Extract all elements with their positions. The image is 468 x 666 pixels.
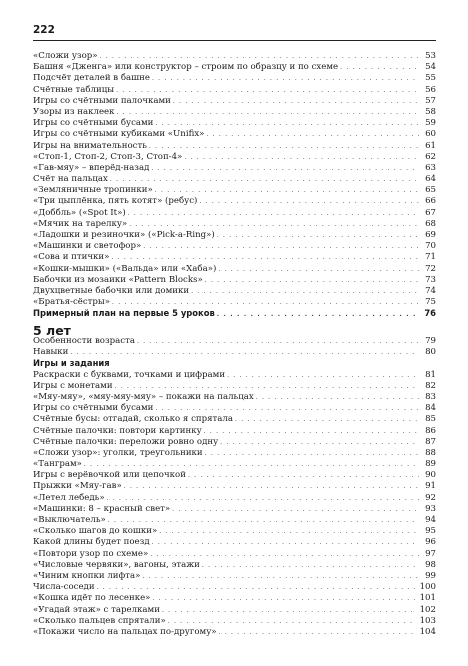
toc-entry-title: «Кошки-мышки» («Вальда» или «Хаба») — [33, 263, 217, 274]
toc-entry-page: 56 — [425, 84, 436, 95]
header-rule — [33, 40, 436, 41]
toc-entry-title: Узоры из наклеек — [33, 106, 115, 117]
toc-entry-title: Счётные таблицы — [33, 84, 115, 95]
toc-entry-page: 98 — [425, 559, 436, 570]
toc-leader-dots — [168, 616, 417, 627]
toc-entry — [33, 515, 436, 526]
toc-leader-dots — [129, 219, 419, 230]
toc-leader-dots — [97, 582, 417, 593]
toc-entry-page: 86 — [425, 425, 436, 436]
toc-entry — [33, 163, 436, 174]
toc-entry-title: Счёт на пальцах — [33, 174, 108, 185]
toc-entry — [33, 107, 436, 118]
toc-entry-page: 54 — [425, 62, 436, 73]
toc-entry-page: 91 — [425, 481, 436, 492]
toc-entry-page: 66 — [425, 196, 436, 207]
toc-entry-title: Счётные бусы: отгадай, сколько я спрятала — [33, 414, 234, 425]
toc-entry — [33, 403, 436, 414]
toc-entry-title: Игры со счётными бусами — [33, 403, 154, 414]
toc-entry — [33, 593, 436, 604]
toc-entry-title: Игры со счётными кубиками «Unifix» — [33, 129, 205, 140]
toc-entry-title: Примерный план на первые 5 уроков — [33, 308, 215, 319]
toc-entry — [33, 129, 436, 140]
toc-entry-title: Игры с верёвочкой или цепочкой — [33, 470, 186, 481]
toc-entry — [33, 219, 436, 230]
toc-leader-dots — [155, 403, 419, 414]
toc-leader-dots — [128, 208, 419, 219]
toc-leader-dots — [150, 549, 419, 560]
toc-entry-page: 63 — [425, 162, 436, 173]
toc-entry — [33, 437, 436, 448]
toc-leader-dots — [202, 560, 419, 571]
toc-leader-dots — [340, 62, 419, 73]
page-number: 222 — [33, 24, 55, 36]
toc-entry-title: Навыки — [33, 347, 69, 358]
toc-entry-title: Башня «Дженга» или конструктор – строим по образцу и по схеме — [33, 62, 339, 73]
toc-entry-page: 85 — [425, 414, 436, 425]
toc-leader-dots — [107, 493, 419, 504]
toc-entry-page: 71 — [425, 252, 436, 263]
toc-entry-page: 92 — [425, 492, 436, 503]
toc-leader-dots — [217, 230, 419, 241]
toc-entry — [33, 549, 436, 560]
toc-entry-page: 83 — [425, 391, 436, 402]
toc-leader-dots — [115, 381, 419, 392]
toc-leader-dots — [227, 370, 419, 381]
toc-entry-page: 76 — [424, 308, 436, 319]
toc-entry-page: 61 — [425, 140, 436, 151]
toc-entry — [33, 448, 436, 459]
toc-entry-page: 62 — [425, 151, 436, 162]
toc-entry — [33, 252, 436, 263]
toc-leader-dots — [100, 51, 419, 62]
toc-entry-page: 65 — [425, 185, 436, 196]
toc-entry-page: 73 — [425, 274, 436, 285]
toc-entry — [33, 96, 436, 107]
toc-entry — [33, 358, 436, 369]
toc-entry-page: 95 — [425, 526, 436, 537]
toc-entry — [33, 481, 436, 492]
toc-entry — [33, 241, 436, 252]
toc-entry-page: 67 — [425, 207, 436, 218]
toc-entry-page: 87 — [425, 436, 436, 447]
toc-entry-title: Игры на внимательность — [33, 140, 147, 151]
toc-leader-dots — [235, 414, 419, 425]
toc-entry-title: Счётные палочки: переложи ровно одну — [33, 436, 219, 447]
toc-entry — [33, 426, 436, 437]
toc-entry-page: 53 — [425, 51, 436, 61]
toc-entry-page: 97 — [425, 548, 436, 559]
toc-entry-page: 96 — [425, 537, 436, 548]
toc-entry-title: «Мячик на тарелку» — [33, 218, 128, 229]
toc-leader-dots — [152, 537, 419, 548]
toc-leader-dots — [70, 347, 419, 358]
toc-leader-dots — [184, 152, 419, 163]
toc-entry — [33, 560, 436, 571]
toc-entry-title: Бабочки из мозаики «Pattern Blocks» — [33, 274, 203, 285]
toc-list-part1 — [33, 51, 436, 320]
toc-entry — [33, 336, 436, 347]
toc-entry — [33, 571, 436, 582]
toc-leader-dots — [205, 275, 419, 286]
toc-entry-title: «Выключатель» — [33, 515, 106, 525]
toc-entry-title: «Гав-мяу» – вперёд-назад — [33, 162, 150, 173]
toc-entry-title: «Машинки и светофор» — [33, 241, 142, 252]
toc-entry-page: 74 — [425, 285, 436, 296]
toc-entry — [33, 264, 436, 275]
toc-leader-dots — [112, 297, 419, 308]
toc-entry — [33, 392, 436, 403]
toc-entry — [33, 504, 436, 515]
toc-leader-dots — [173, 96, 419, 107]
toc-leader-dots — [256, 392, 419, 403]
toc-leader-dots — [204, 426, 419, 437]
toc-leader-dots — [143, 241, 419, 252]
toc-entry — [33, 616, 436, 627]
toc-entry-title: «Танграм» — [33, 459, 82, 470]
toc-leader-dots — [220, 437, 419, 448]
toc-entry-title: «Сова и птички» — [33, 252, 110, 263]
toc-leader-dots — [172, 504, 419, 515]
toc-leader-dots — [162, 605, 417, 616]
toc-leader-dots — [155, 118, 419, 129]
toc-entry-page: 82 — [425, 380, 436, 391]
toc-entry-page: 75 — [425, 297, 436, 308]
toc-entry-page: 59 — [425, 118, 436, 129]
toc-entry — [33, 605, 436, 616]
section-heading: 5 лет — [33, 323, 71, 338]
toc-leader-dots — [152, 73, 419, 84]
toc-entry — [33, 286, 436, 297]
toc-leader-dots — [155, 185, 419, 196]
toc-entry — [33, 414, 436, 425]
toc-entry — [33, 141, 436, 152]
toc-leader-dots — [149, 141, 419, 152]
toc-entry-page: 94 — [425, 515, 436, 525]
toc-list-part2 — [33, 336, 436, 638]
toc-entry-title: «Угадай этаж» с тарелками — [33, 604, 160, 615]
toc-entry — [33, 51, 436, 62]
toc-entry — [33, 62, 436, 73]
toc-leader-dots — [206, 129, 419, 140]
toc-entry-title: «Три цыплёнка, пять котят» (ребус) — [33, 196, 198, 207]
toc-entry — [33, 526, 436, 537]
toc-entry-title: «Мяу-мяу», «мяу-мяу-мяу» – покажи на пальцах — [33, 391, 254, 402]
toc-entry-title: «Чиним кнопки лифта» — [33, 570, 141, 581]
toc-entry-page: 70 — [425, 241, 436, 252]
toc-entry — [33, 537, 436, 548]
toc-entry-page: 79 — [425, 336, 436, 346]
toc-entry-title: Числа-соседи — [33, 582, 95, 593]
toc-entry-page: 90 — [425, 470, 436, 481]
toc-leader-dots — [117, 107, 419, 118]
toc-entry-page: 101 — [419, 593, 436, 604]
toc-leader-dots — [111, 252, 419, 263]
toc-leader-dots — [116, 85, 419, 96]
toc-entry — [33, 85, 436, 96]
toc-entry-title: «Ладошки и резиночки» («Pick-a-Ring») — [33, 230, 215, 240]
toc-entry — [33, 230, 436, 241]
toc-entry-title: «Сколько пальцев спрятали» — [33, 615, 166, 626]
toc-entry-page: 55 — [425, 73, 436, 84]
toc-entry-title: Раскраски с буквами, точками и цифрами — [33, 369, 226, 380]
toc-entry-title: Двухцветные бабочки или домики — [33, 285, 190, 296]
toc-entry — [33, 174, 436, 185]
toc-leader-dots — [151, 163, 419, 174]
toc-leader-dots — [219, 627, 417, 638]
toc-entry-page: 100 — [419, 582, 436, 593]
toc-entry-title: «Стоп-1, Стоп-2, Стоп-3, Стоп-4» — [33, 151, 183, 162]
toc-entry-page: 81 — [425, 369, 436, 380]
toc-leader-dots — [137, 336, 419, 347]
toc-entry-page: 102 — [419, 604, 436, 615]
toc-entry-title: «Летел лебедь» — [33, 492, 105, 503]
toc-entry — [33, 185, 436, 196]
toc-entry-title: «Машинки: 8 – красный свет» — [33, 503, 171, 514]
toc-leader-dots — [152, 593, 416, 604]
toc-entry-title: Подсчёт деталей в башне — [33, 73, 150, 84]
toc-entry-page: 88 — [425, 447, 436, 458]
toc-entry-title: «Братья-сёстры» — [33, 297, 111, 308]
toc-entry-page: 58 — [425, 106, 436, 117]
toc-entry-title: Игры с монетами — [33, 380, 113, 391]
toc-entry-page: 60 — [425, 129, 436, 140]
toc-leader-dots — [124, 481, 419, 492]
toc-entry-title: Особенности возраста — [33, 336, 135, 346]
toc-leader-dots — [159, 526, 419, 537]
toc-entry-title: «Сложи узор» — [33, 51, 98, 61]
toc-entry-page: 89 — [425, 459, 436, 470]
toc-entry-page: 64 — [425, 174, 436, 185]
toc-entry-page: 57 — [425, 95, 436, 106]
toc-entry-title: Игры и задания — [33, 358, 110, 369]
toc-entry-page: 84 — [425, 403, 436, 414]
toc-entry — [33, 381, 436, 392]
toc-entry — [33, 470, 436, 481]
toc-entry-title: «Кошка идёт по лесенке» — [33, 593, 151, 604]
toc-entry — [33, 73, 436, 84]
toc-entry — [33, 152, 436, 163]
toc-entry — [33, 627, 436, 638]
toc-leader-dots — [188, 470, 419, 481]
toc-leader-dots — [205, 448, 419, 459]
toc-entry-title: «Повтори узор по схеме» — [33, 548, 149, 559]
toc-leader-dots — [217, 309, 419, 320]
toc-entry — [33, 118, 436, 129]
toc-entry — [33, 196, 436, 207]
toc-entry-title: Игры со счётными бусами — [33, 118, 154, 129]
toc-entry — [33, 347, 436, 358]
toc-entry-page: 103 — [419, 615, 436, 626]
toc-leader-dots — [108, 515, 419, 526]
toc-entry-title: Игры со счётными палочками — [33, 95, 171, 106]
toc-entry-title: «Числовые червяки», вагоны, этажи — [33, 559, 200, 570]
toc-entry-page: 80 — [425, 347, 436, 358]
toc-entry-title: «Сколько шагов до кошки» — [33, 526, 158, 537]
toc-entry-title: «Покажи число на пальцах по-другому» — [33, 626, 217, 637]
toc-entry — [33, 493, 436, 504]
toc-entry-title: «Сложи узор»: уголки, треугольники — [33, 447, 203, 458]
toc-entry — [33, 208, 436, 219]
toc-entry — [33, 297, 436, 308]
toc-entry — [33, 582, 436, 593]
toc-entry-page: 99 — [425, 570, 436, 581]
toc-entry — [33, 459, 436, 470]
toc-entry-page: 72 — [425, 263, 436, 274]
toc-entry-title: Прыжки «Мяу-гав» — [33, 481, 122, 492]
toc-entry-title: «Земляничные тропинки» — [33, 185, 153, 196]
toc-entry — [33, 275, 436, 286]
toc-leader-dots — [199, 196, 419, 207]
toc-entry-title: Какой длины будет поезд — [33, 537, 150, 548]
toc-leader-dots — [84, 459, 419, 470]
toc-entry-title: Счётные палочки: повтори картинку — [33, 425, 202, 436]
toc-entry-page: 93 — [425, 503, 436, 514]
toc-entry-page: 104 — [419, 626, 436, 637]
toc-entry-title: «Доббль» («Spot It») — [33, 207, 126, 218]
toc-leader-dots — [218, 264, 419, 275]
toc-leader-dots — [142, 571, 419, 582]
toc-entry — [33, 370, 436, 381]
toc-entry — [33, 308, 436, 319]
toc-leader-dots — [191, 286, 419, 297]
toc-leader-dots — [110, 174, 419, 185]
toc-entry-page: 69 — [425, 230, 436, 240]
toc-entry-page: 68 — [425, 218, 436, 229]
